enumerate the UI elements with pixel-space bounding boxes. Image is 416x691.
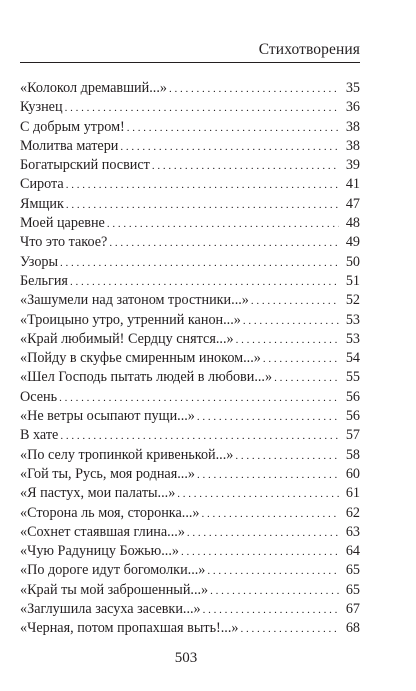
toc-entry-title: Бельгия: [20, 272, 68, 289]
toc-dot-leader: [177, 485, 339, 504]
table-of-contents: [20, 79, 360, 639]
toc-entry-title: Узоры: [20, 253, 59, 270]
toc-dot-leader: [251, 292, 339, 311]
toc-entry-page: 65: [345, 562, 360, 579]
toc-entry-title: «Сторона ль моя, сторонка...»: [20, 504, 200, 521]
toc-entry-title: Сирота: [20, 176, 64, 193]
toc-entry-page: 48: [345, 215, 360, 232]
running-title: Стихотворения: [258, 41, 360, 58]
toc-entry-page: 36: [345, 99, 360, 116]
toc-entry-title: В хате: [20, 427, 59, 444]
toc-dot-leader: [127, 119, 339, 138]
toc-entry: [20, 272, 360, 291]
toc-entry-title: «Зашумели над затоном тростники...»: [20, 292, 249, 309]
toc-entry-page: 65: [345, 581, 360, 598]
toc-dot-leader: [210, 582, 339, 601]
toc-entry-page: 67: [345, 601, 360, 618]
toc-dot-leader: [241, 620, 340, 639]
toc-entry: [20, 98, 360, 117]
toc-entry-page: 53: [345, 311, 360, 328]
toc-entry: [20, 465, 360, 484]
toc-entry-page: 49: [345, 234, 360, 251]
toc-entry: [20, 253, 360, 272]
toc-entry-page: 55: [345, 369, 360, 386]
toc-dot-leader: [60, 254, 339, 273]
toc-entry-title: Кузнец: [20, 99, 63, 116]
toc-dot-leader: [169, 80, 339, 99]
toc-entry-title: Что это такое?: [20, 234, 108, 251]
toc-entry: [20, 542, 360, 561]
toc-entry: [20, 137, 360, 156]
toc-entry: [20, 600, 360, 619]
toc-entry-page: 53: [345, 330, 360, 347]
toc-entry-page: 63: [345, 523, 360, 540]
toc-entry-page: 64: [345, 543, 360, 560]
toc-entry-title: Богатырский посвист: [20, 157, 150, 174]
toc-entry-title: «Не ветры осыпают пущи...»: [20, 408, 195, 425]
toc-entry-title: «Чую Радуницу Божью...»: [20, 543, 179, 560]
toc-entry: [20, 118, 360, 137]
toc-dot-leader: [59, 389, 339, 408]
toc-entry: [20, 311, 360, 330]
toc-entry-title: «Шел Господь пытать людей в любови...»: [20, 369, 273, 386]
toc-entry: [20, 175, 360, 194]
toc-entry-title: Осень: [20, 388, 58, 405]
toc-entry-title: «По селу тропинкой кривенькой...»: [20, 446, 234, 463]
toc-entry: [20, 388, 360, 407]
toc-entry-title: «По дороге идут богомолки...»: [20, 562, 206, 579]
toc-entry: [20, 504, 360, 523]
toc-entry: [20, 233, 360, 252]
toc-entry-title: «Я пастух, мои палаты...»: [20, 485, 176, 502]
toc-dot-leader: [65, 99, 339, 118]
toc-entry: [20, 195, 360, 214]
toc-dot-leader: [197, 408, 339, 427]
toc-entry-page: 50: [345, 253, 360, 270]
toc-entry-title: «Сохнет стаявшая глина...»: [20, 523, 185, 540]
toc-entry: [20, 368, 360, 387]
toc-entry-title: Моей царевне: [20, 215, 105, 232]
toc-dot-leader: [181, 543, 339, 562]
toc-entry-title: «Колокол дремавший...»: [20, 80, 167, 96]
toc-entry-title: С добрым утром!: [20, 118, 125, 135]
toc-dot-leader: [235, 447, 339, 466]
toc-entry-title: «Край ты мой заброшенный...»: [20, 581, 209, 598]
toc-entry: [20, 330, 360, 349]
toc-entry-page: 38: [345, 137, 360, 154]
toc-entry-page: 52: [345, 292, 360, 309]
toc-entry: [20, 349, 360, 368]
toc-entry-page: 61: [345, 485, 360, 502]
toc-dot-leader: [70, 273, 339, 292]
toc-entry-page: 68: [345, 620, 360, 637]
toc-entry-page: 38: [345, 118, 360, 135]
toc-dot-leader: [274, 369, 339, 388]
toc-entry: [20, 619, 360, 638]
toc-dot-leader: [207, 562, 339, 581]
toc-entry: [20, 214, 360, 233]
toc-entry: [20, 426, 360, 445]
toc-entry-page: 56: [345, 408, 360, 425]
toc-dot-leader: [60, 427, 339, 446]
toc-entry: [20, 581, 360, 600]
toc-entry: [20, 446, 360, 465]
toc-entry: [20, 156, 360, 175]
toc-entry-title: «Троицыно утро, утренний канон...»: [20, 311, 241, 328]
toc-dot-leader: [187, 524, 339, 543]
toc-dot-leader: [66, 196, 339, 215]
toc-dot-leader: [202, 505, 339, 524]
toc-dot-leader: [120, 138, 339, 157]
toc-entry-page: 35: [345, 80, 360, 96]
toc-entry-title: «Заглушила засуха засевки...»: [20, 601, 201, 618]
toc-entry-page: 56: [345, 388, 360, 405]
toc-dot-leader: [197, 466, 339, 485]
toc-entry: [20, 79, 360, 98]
toc-dot-leader: [109, 234, 339, 253]
toc-entry-page: 51: [345, 272, 360, 289]
toc-dot-leader: [263, 350, 339, 369]
toc-entry-page: 57: [345, 427, 360, 444]
toc-dot-leader: [107, 215, 339, 234]
toc-dot-leader: [66, 176, 339, 195]
toc-entry-page: 41: [345, 176, 360, 193]
toc-entry-title: Молитва матери: [20, 137, 119, 154]
toc-entry: [20, 291, 360, 310]
page-number: 503: [174, 650, 198, 666]
toc-dot-leader: [203, 601, 339, 620]
toc-entry-page: 62: [345, 504, 360, 521]
toc-entry-title: «Край любимый! Сердцу снятся...»: [20, 330, 234, 347]
toc-entry-page: 54: [345, 350, 360, 367]
toc-entry: [20, 561, 360, 580]
toc-dot-leader: [152, 157, 339, 176]
header-rule: [20, 62, 360, 63]
toc-entry: [20, 484, 360, 503]
toc-dot-leader: [236, 331, 339, 350]
toc-entry-page: 58: [345, 446, 360, 463]
toc-entry-page: 39: [345, 157, 360, 174]
toc-entry-page: 47: [345, 195, 360, 212]
toc-entry-title: «Черная, потом пропахшая выть!...»: [20, 620, 239, 637]
toc-entry-title: «Гой ты, Русь, моя родная...»: [20, 465, 195, 482]
toc-entry: [20, 407, 360, 426]
toc-entry-title: «Пойду в скуфье смиренным иноком...»: [20, 350, 261, 367]
toc-dot-leader: [243, 312, 339, 331]
toc-entry-title: Ямщик: [20, 195, 64, 212]
toc-entry-page: 60: [345, 465, 360, 482]
toc-entry: [20, 523, 360, 542]
